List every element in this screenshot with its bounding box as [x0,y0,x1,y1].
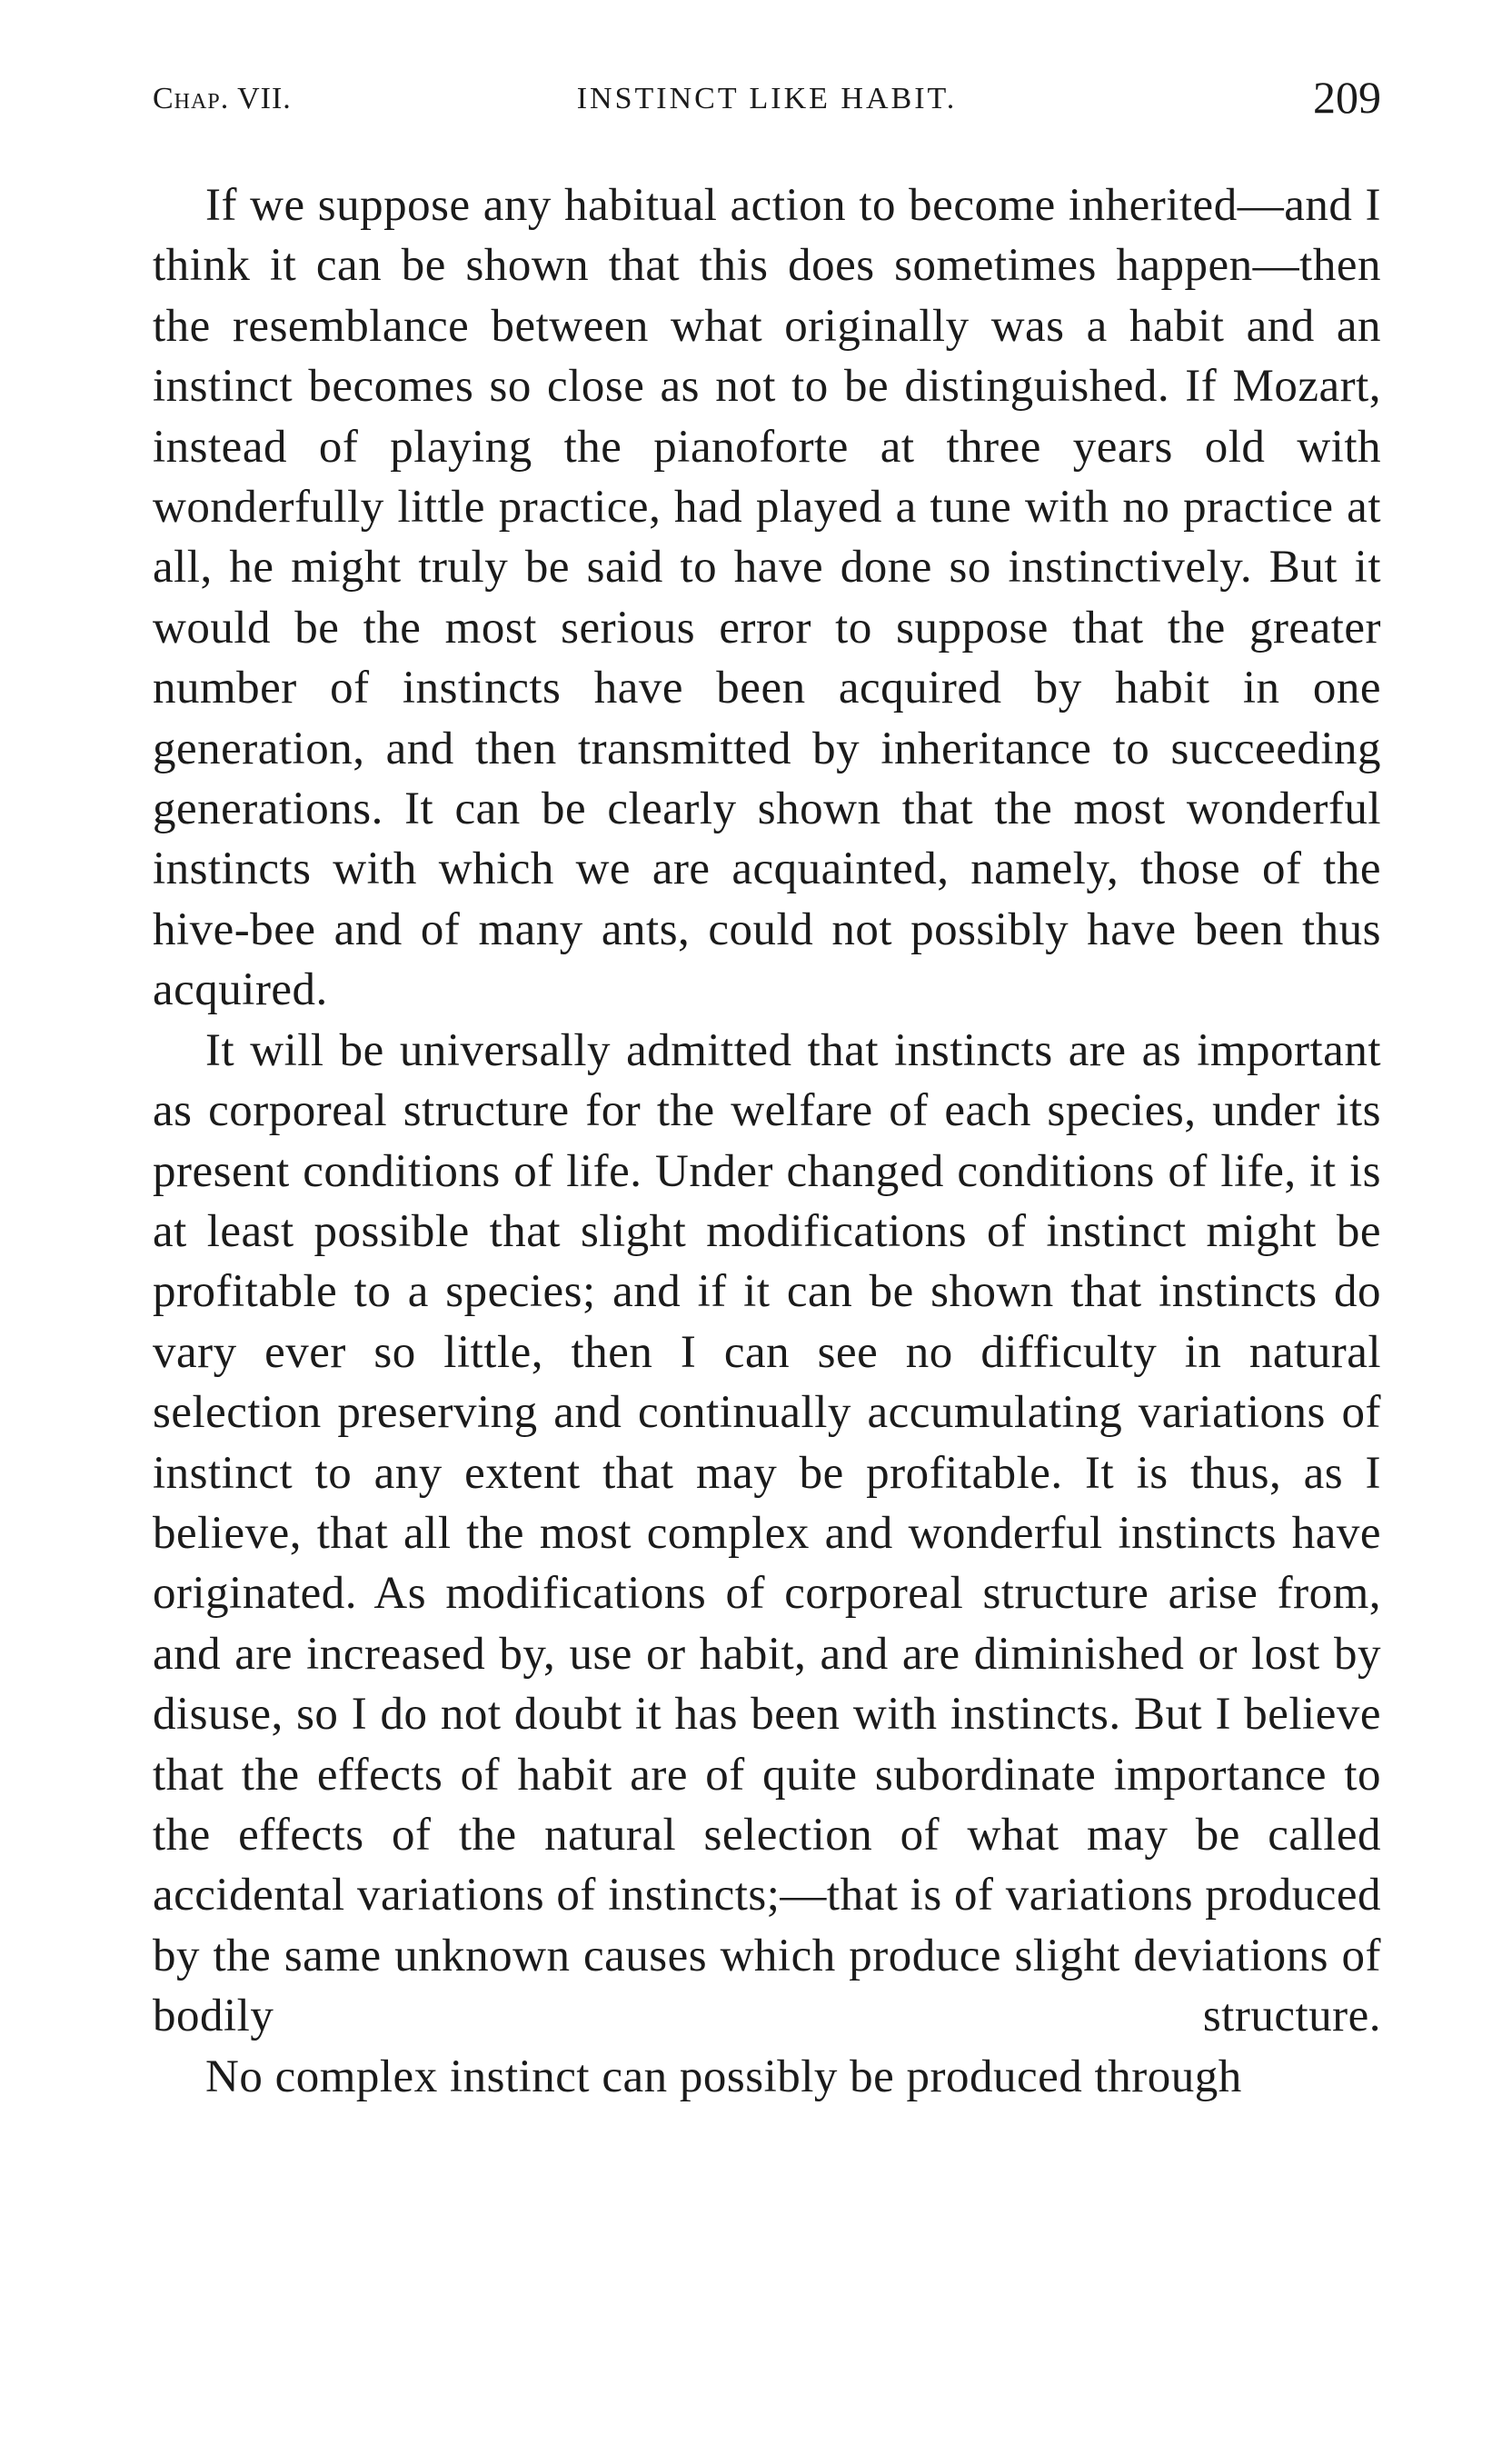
paragraph-1: If we suppose any habitual action to become inherited—and I think it can be shown that this does sometimes happen—then the resemblance between what originally was a habit and an instinct becomes so close as not to be distinguished. If Mozart, instead of playing the pianoforte at three years old with wonderfully little practice, had played a tune with no practice at all, he might truly be said to have done so instinctively. But it would be the most serious error to suppose that the greater number of instincts have been acquired by habit in one generation, and then transmitted by inheritance to succeeding generations. It can be clearly shown that the most wonderful instincts with which we are acquainted, namely, those of the hive-bee and of many ants, could not possibly have been thus acquired. [153,180,1381,1016]
book-page [153,0,1381,2445]
paragraph-3: No complex instinct can possibly be produced through [205,2051,1242,2102]
page-number: 209 [1313,72,1381,123]
chapter-label: Chap. VII. [153,82,292,115]
body-text [153,175,1381,2107]
paragraph-2: It will be universally admitted that instincts are as important as corporeal structure for the welfare of each species, under its present conditions of life. Under changed conditions of life, it is at least possible that slight modifications of instinct might be profitable to a species; and if it can be shown that instincts do vary ever so little, then I can see no difficulty in natural selection preserving and continually accumulating variations of instinct to any extent that may be profitable. It is thus, as I believe, that all the most complex and wonderful instincts have originated. As modifications of corporeal structure arise from, and are increased by, use or habit, and are diminished or lost by disuse, so I do not doubt it has been with instincts. But I believe that the effects of habit are of quite subordinate importance to the effects of the natural selection of what may be called accidental variations of instincts;—that is of variations produced by the same unknown causes which produce slight deviations of bodily structure. [153,1024,1381,2042]
running-head [153,71,1381,125]
running-title: INSTINCT LIKE HABIT. [576,82,958,115]
